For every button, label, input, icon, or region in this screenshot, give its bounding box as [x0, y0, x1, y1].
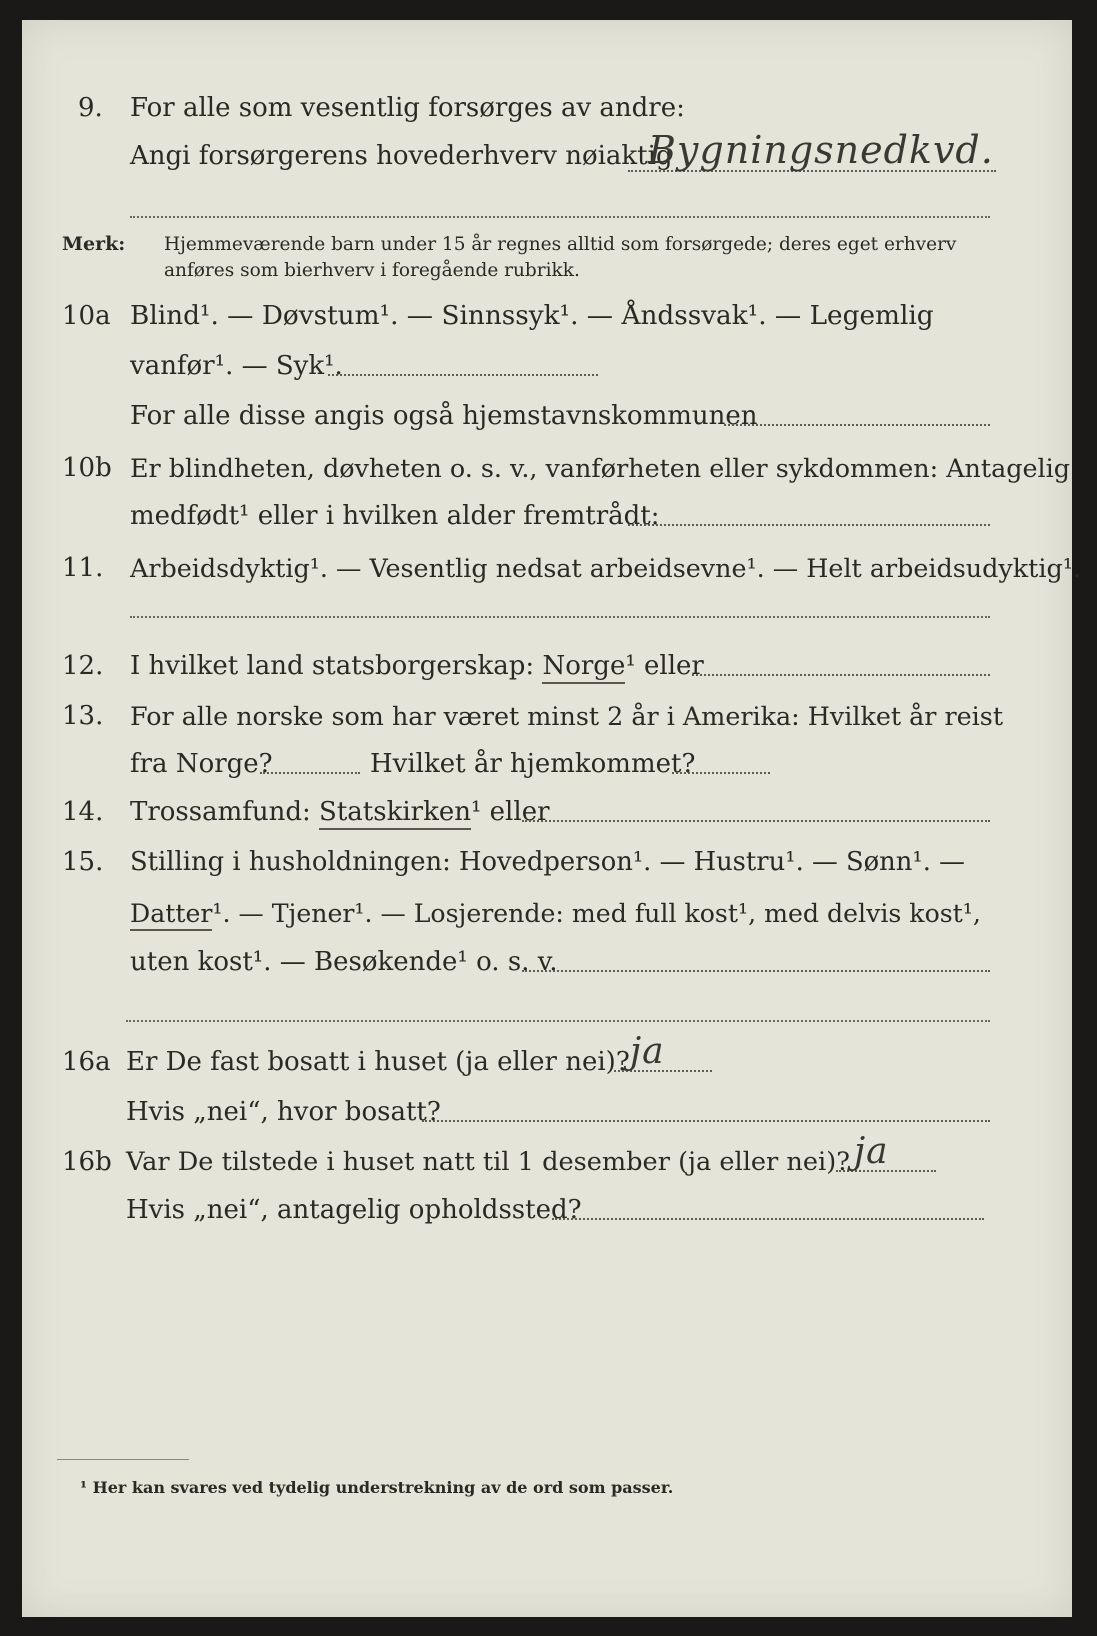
q9-extra-line	[130, 216, 990, 218]
q13-number: 13.	[62, 701, 104, 731]
q13-line2a: fra Norge?	[130, 749, 273, 779]
q9-number: 9.	[78, 93, 103, 123]
q11-answer-line	[130, 616, 990, 618]
q9-line2: Angi forsørgerens hovederhverv nøiaktig	[130, 141, 673, 171]
q12-text-b: ¹ eller	[625, 651, 704, 681]
q10a-syk-answer-line	[328, 374, 598, 376]
merk-line2: anføres som bierhverv i foregående rubrikk.	[164, 260, 580, 281]
q16a-number: 16a	[62, 1047, 111, 1077]
q16a-handwritten-answer: ja	[630, 1031, 665, 1072]
q9-handwritten-answer: Bygningsnedkvd.	[648, 128, 994, 172]
q10a-line3: For alle disse angis også hjemstavnskommunen	[130, 401, 758, 431]
q14-text-b: ¹ eller	[470, 797, 550, 827]
q15-line2	[130, 898, 981, 930]
q14-number: 14.	[62, 797, 104, 827]
footnote-rule	[57, 1459, 189, 1460]
q15-line2b: ¹. — Tjener¹. — Losjerende: med full kost¹, med delvis kost¹,	[212, 899, 981, 928]
q14-text-a: Trossamfund:	[130, 797, 311, 827]
q12-number: 12.	[62, 651, 104, 681]
merk-line1: Hjemmeværende barn under 15 år regnes alltid som forsørgede; deres eget erhverv	[164, 234, 957, 255]
q16b-number: 16b	[62, 1147, 112, 1177]
q13-line1: For alle norske som har været minst 2 år i Amerika: Hvilket år reist	[130, 701, 1004, 731]
q15-line1: Stilling i husholdningen: Hovedperson¹. — Hustru¹. — Sønn¹. —	[130, 847, 965, 877]
q12-answer-line	[692, 674, 990, 676]
q16b-opholdssted-answer-line	[552, 1218, 984, 1220]
q9-line1: For alle som vesentlig forsørges av andre:	[130, 93, 685, 123]
q10b-line1: Er blindheten, døvheten o. s. v., vanførheten eller sykdommen: Antagelig	[130, 453, 1071, 483]
q15-datter-underlined: Datter	[130, 899, 212, 931]
q12-norge-underlined: Norge	[542, 651, 625, 684]
q10b-answer-line	[628, 524, 990, 526]
q16a-line1: Er De fast bosatt i huset (ja eller nei)?	[126, 1047, 630, 1077]
q16b-line1: Var De tilstede i huset natt til 1 desember (ja eller nei)?	[126, 1147, 850, 1177]
q15-line3: uten kost¹. — Besøkende¹ o. s. v.	[130, 947, 558, 977]
census-form-page	[22, 20, 1081, 1617]
q10a-number: 10a	[62, 301, 111, 331]
q16b-handwritten-answer: ja	[854, 1131, 889, 1172]
q14-line	[130, 796, 550, 828]
q13-hjemkommet-answer-line	[672, 772, 770, 774]
q15-answer-line	[522, 970, 990, 972]
q11-line1: Arbeidsdyktig¹. — Vesentlig nedsat arbeidsevne¹. — Helt arbeidsudyktig¹.	[130, 553, 1081, 583]
q16a-bosatt-answer-line	[422, 1120, 990, 1122]
q12-text-a: I hvilket land statsborgerskap:	[130, 651, 535, 681]
q13-reist-answer-line	[260, 772, 360, 774]
footnote: ¹ Her kan svares ved tydelig understrekning av de ord som passer.	[80, 1478, 674, 1497]
q10a-kommune-answer-line	[724, 424, 990, 426]
q15-extra-line	[126, 1020, 990, 1022]
q14-statskirken-underlined: Statskirken	[319, 797, 471, 830]
q16b-line2: Hvis „nei“, antagelig opholdssted?	[126, 1195, 582, 1225]
merk-label: Merk:	[62, 233, 126, 255]
q13-line2b: Hvilket år hjemkommet?	[370, 749, 696, 779]
q10a-line2: vanfør¹. — Syk¹.	[130, 351, 343, 381]
q10b-number: 10b	[62, 453, 112, 483]
q10a-line1: Blind¹. — Døvstum¹. — Sinnssyk¹. — Åndssvak¹. — Legemlig	[130, 301, 934, 331]
q12-line	[130, 650, 704, 682]
q16a-line2: Hvis „nei“, hvor bosatt?	[126, 1097, 441, 1127]
q15-number: 15.	[62, 847, 104, 877]
q11-number: 11.	[62, 553, 104, 583]
q10b-line2: medfødt¹ eller i hvilken alder fremtrådt:	[130, 501, 660, 531]
q14-answer-line	[522, 820, 990, 822]
